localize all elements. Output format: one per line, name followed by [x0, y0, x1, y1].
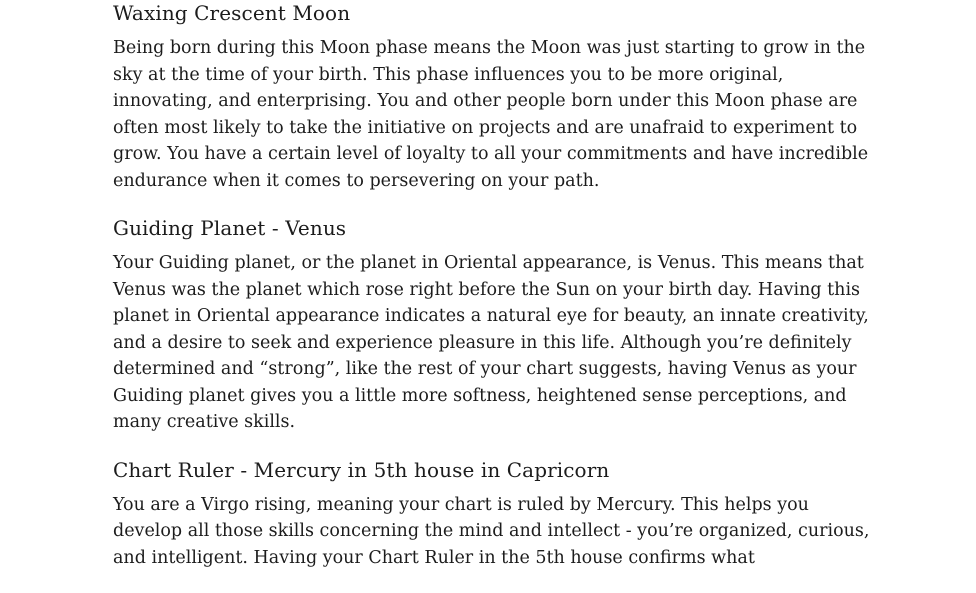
section-moon-phase — [113, 1, 873, 194]
section-title-guiding-planet: Guiding Planet - Venus — [113, 216, 347, 240]
section-chart-ruler — [113, 458, 873, 572]
section-body-moon-phase: Being born during this Moon phase means the Moon was just starting to grow in the sky at the time of your birth. This phase influences you to be more original, innovating, and enterprising. You and other people born under this Moon phase are often most likely to take the initiative on projects and are unafraid to experiment to grow. You have a certain level of loyalty to all your commitments and have incredible endurance when it comes to persevering on your path. — [113, 38, 869, 191]
section-title-chart-ruler: Chart Ruler - Mercury in 5th house in Capricorn — [113, 457, 610, 482]
section-body-guiding-planet: Your Guiding planet, or the planet in Oriental appearance, is Venus. This means that Venus was the planet which rose right before the Sun on your birth day. Having this planet in Oriental appearance indicates a natural eye for beauty, an innate creativity, and a desire to seek and experience pleasure in this life. Although you’re definitely determined and “strong”, like the rest of your chart suggests, having Venus as your Guiding planet gives you a little more softness, heightened sense perceptions, and many creative skills. — [113, 253, 869, 432]
reading-content — [113, 0, 873, 593]
section-guiding-planet — [113, 216, 873, 436]
section-body-chart-ruler: You are a Virgo rising, meaning your chart is ruled by Mercury. This helps you develop all those skills concerning the mind and intellect - you’re organized, curious, and intelligent. Having your Chart Ruler in the 5th house confirms what — [113, 494, 870, 568]
section-title-moon-phase: Waxing Crescent Moon — [113, 1, 351, 25]
